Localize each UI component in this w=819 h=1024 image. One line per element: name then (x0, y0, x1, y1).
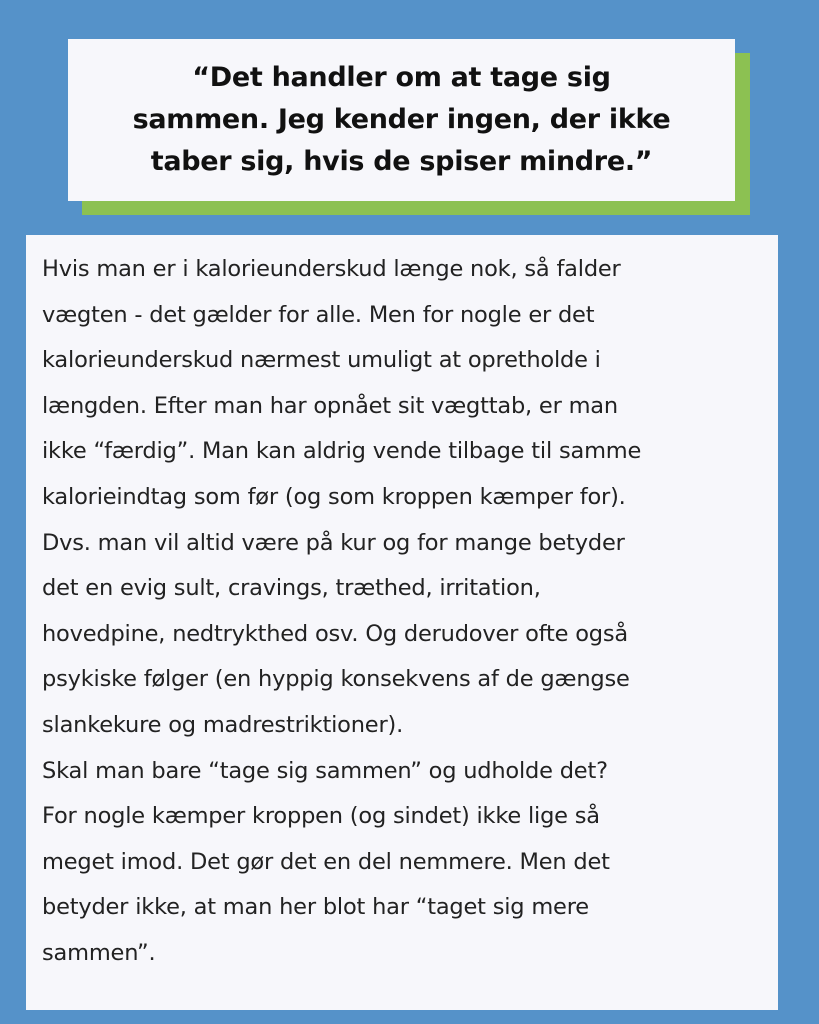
body-line-1: Hvis man er i kalorieunderskud længe nok, så falder (42, 256, 621, 282)
body-line-16: sammen”. (42, 939, 156, 966)
body-line-15: betyder ikke, at man her blot har “taget sig mere (42, 894, 589, 921)
body-line-14: meget imod. Det gør det en del nemmere. Men det (42, 848, 610, 875)
quote-heading (133, 57, 671, 183)
quote-line-2: sammen. Jeg kender ingen, der ikke (132, 104, 671, 135)
body-line-3: kalorieunderskud nærmest umuligt at opretholde i (42, 347, 601, 374)
body-line-13: For nogle kæmper kroppen (og sindet) ikke lige så (42, 803, 600, 830)
quote-card (68, 39, 735, 201)
body-line-12: Skal man bare “tage sig sammen” og udholde det? (42, 757, 608, 784)
body-line-2: vægten - det gælder for alle. Men for nogle er det (42, 301, 595, 328)
body-line-7: Dvs. man vil altid være på kur og for mange betyder (42, 529, 625, 556)
body-line-6: kalorieindtag som før (og som kroppen kæmper for). (42, 483, 626, 510)
body-line-4: længden. Efter man har opnået sit vægttab, er man (42, 392, 618, 419)
body-line-11: slankekure og madrestriktioner). (42, 711, 404, 738)
body-line-8: det en evig sult, cravings, træthed, irritation, (42, 575, 541, 602)
body-text-card (26, 235, 778, 1010)
body-line-5: ikke “færdig”. Man kan aldrig vende tilbage til samme (42, 438, 642, 465)
body-line-10: psykiske følger (en hyppig konsekvens af de gængse (42, 666, 630, 693)
body-line-9: hovedpine, nedtrykthed osv. Og derudover ofte også (42, 620, 628, 647)
quote-line-3: taber sig, hvis de spiser mindre.” (150, 146, 653, 177)
quote-line-1: “Det handler om at tage sig (192, 62, 611, 93)
